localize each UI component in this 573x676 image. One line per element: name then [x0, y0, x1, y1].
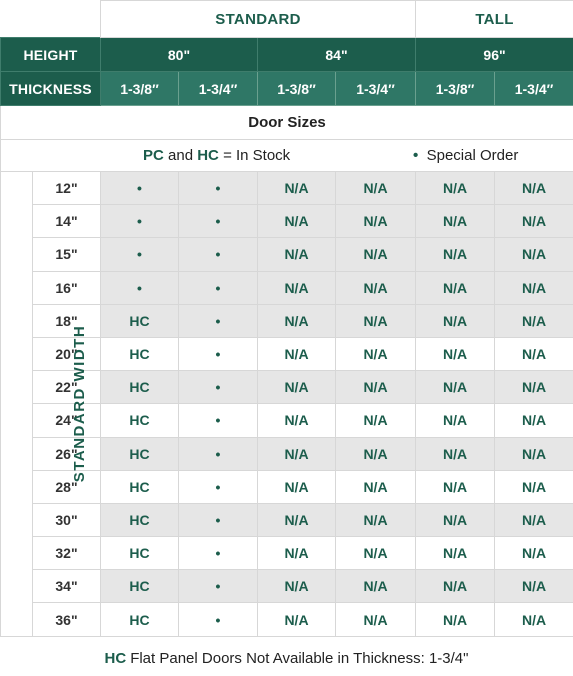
- availability-cell: N/A: [258, 238, 336, 271]
- legend-special-order: Special Order: [426, 147, 519, 164]
- availability-cell: •: [179, 570, 258, 603]
- thickness-96-1-3-8: 1-3/8″: [416, 72, 495, 106]
- width-cell: 26": [33, 437, 101, 470]
- availability-cell: N/A: [336, 337, 416, 370]
- availability-cell: N/A: [416, 437, 495, 470]
- availability-cell: HC: [101, 537, 179, 570]
- availability-cell: N/A: [495, 437, 573, 470]
- availability-cell: N/A: [336, 304, 416, 337]
- availability-cell: N/A: [416, 537, 495, 570]
- height-84: 84": [258, 38, 416, 72]
- availability-cell: HC: [101, 304, 179, 337]
- availability-cell: N/A: [258, 437, 336, 470]
- legend-and: and: [168, 147, 194, 164]
- availability-cell: N/A: [336, 371, 416, 404]
- availability-cell: N/A: [258, 570, 336, 603]
- availability-cell: N/A: [495, 537, 573, 570]
- availability-cell: N/A: [258, 304, 336, 337]
- height-96: 96": [416, 38, 573, 72]
- availability-cell: N/A: [495, 337, 573, 370]
- availability-cell: N/A: [416, 503, 495, 536]
- table-row: [1, 570, 573, 603]
- availability-cell: N/A: [495, 570, 573, 603]
- availability-cell: N/A: [336, 172, 416, 205]
- availability-cell: N/A: [336, 470, 416, 503]
- thickness-80-1-3-4: 1-3/4″: [179, 72, 258, 106]
- availability-cell: HC: [101, 437, 179, 470]
- availability-cell: •: [101, 271, 179, 304]
- legend-in-stock: = In Stock: [223, 147, 291, 164]
- width-cell: 28": [33, 470, 101, 503]
- availability-cell: N/A: [495, 205, 573, 238]
- group-header-row: [1, 1, 573, 38]
- availability-cell: N/A: [336, 570, 416, 603]
- availability-cell: •: [101, 205, 179, 238]
- availability-cell: N/A: [495, 371, 573, 404]
- legend-bullet: •: [413, 147, 419, 164]
- availability-cell: •: [179, 205, 258, 238]
- thickness-row: [1, 72, 573, 106]
- availability-cell: N/A: [336, 437, 416, 470]
- availability-cell: N/A: [416, 603, 495, 636]
- availability-cell: HC: [101, 337, 179, 370]
- availability-cell: N/A: [336, 271, 416, 304]
- availability-cell: HC: [101, 503, 179, 536]
- availability-cell: N/A: [258, 603, 336, 636]
- thickness-label: THICKNESS: [1, 72, 101, 106]
- availability-cell: N/A: [495, 503, 573, 536]
- table-row: [1, 172, 573, 205]
- availability-cell: N/A: [258, 205, 336, 238]
- thickness-84-1-3-8: 1-3/8″: [258, 72, 336, 106]
- table-row: [1, 238, 573, 271]
- availability-cell: N/A: [258, 470, 336, 503]
- width-cell: 20": [33, 337, 101, 370]
- thickness-80-1-3-8: 1-3/8″: [101, 72, 179, 106]
- standard-group-header: STANDARD: [101, 1, 416, 38]
- availability-cell: N/A: [495, 603, 573, 636]
- availability-cell: •: [179, 371, 258, 404]
- footer-text: Flat Panel Doors Not Available in Thickness: 1-3/4": [130, 649, 469, 667]
- availability-cell: N/A: [495, 470, 573, 503]
- availability-cell: •: [179, 238, 258, 271]
- availability-cell: N/A: [416, 470, 495, 503]
- availability-cell: •: [179, 337, 258, 370]
- availability-cell: N/A: [258, 503, 336, 536]
- width-cell: 14": [33, 205, 101, 238]
- door-sizes-row: [1, 106, 573, 140]
- width-cell: 34": [33, 570, 101, 603]
- width-cell: 15": [33, 238, 101, 271]
- width-cell: 12": [33, 172, 101, 205]
- availability-cell: N/A: [416, 371, 495, 404]
- corner-blank: [1, 1, 101, 38]
- availability-cell: •: [101, 172, 179, 205]
- availability-cell: N/A: [336, 503, 416, 536]
- availability-cell: N/A: [416, 205, 495, 238]
- table-row: [1, 503, 573, 536]
- availability-cell: N/A: [336, 404, 416, 437]
- availability-cell: N/A: [416, 404, 495, 437]
- availability-cell: •: [179, 503, 258, 536]
- availability-cell: N/A: [495, 304, 573, 337]
- availability-cell: •: [101, 238, 179, 271]
- thickness-84-1-3-4: 1-3/4″: [336, 72, 416, 106]
- availability-cell: N/A: [416, 172, 495, 205]
- special-order-legend: [413, 147, 518, 164]
- availability-cell: N/A: [258, 537, 336, 570]
- availability-cell: HC: [101, 371, 179, 404]
- width-cell: 24": [33, 404, 101, 437]
- footer-hc: HC: [104, 649, 127, 667]
- width-cell: 32": [33, 537, 101, 570]
- table-row: [1, 603, 573, 636]
- thickness-96-1-3-4: 1-3/4″: [495, 72, 573, 106]
- availability-cell: N/A: [495, 238, 573, 271]
- height-row: [1, 38, 573, 72]
- legend-pc: PC: [143, 147, 164, 164]
- legend-row: [1, 140, 573, 172]
- footer-note: [0, 640, 573, 676]
- availability-cell: •: [179, 404, 258, 437]
- availability-cell: N/A: [336, 537, 416, 570]
- height-80: 80": [101, 38, 258, 72]
- legend-hc: HC: [197, 147, 219, 164]
- availability-cell: •: [179, 271, 258, 304]
- availability-cell: •: [179, 304, 258, 337]
- availability-cell: •: [179, 603, 258, 636]
- availability-cell: •: [179, 537, 258, 570]
- width-cell: 30": [33, 503, 101, 536]
- door-sizes-label: Door Sizes: [1, 106, 573, 140]
- in-stock-legend: [143, 147, 290, 164]
- availability-cell: N/A: [495, 172, 573, 205]
- availability-cell: N/A: [258, 337, 336, 370]
- availability-cell: N/A: [258, 271, 336, 304]
- standard-width-label: STANDARD WIDTH: [71, 325, 89, 483]
- width-cell: 36": [33, 603, 101, 636]
- table-row: [1, 271, 573, 304]
- height-label: HEIGHT: [1, 38, 101, 72]
- availability-cell: N/A: [416, 304, 495, 337]
- tall-group-header: TALL: [416, 1, 573, 38]
- table-row: [1, 537, 573, 570]
- availability-cell: N/A: [495, 271, 573, 304]
- availability-cell: N/A: [416, 337, 495, 370]
- availability-cell: N/A: [336, 205, 416, 238]
- availability-cell: N/A: [416, 271, 495, 304]
- availability-cell: HC: [101, 603, 179, 636]
- availability-cell: •: [179, 172, 258, 205]
- availability-cell: N/A: [336, 238, 416, 271]
- availability-cell: N/A: [336, 603, 416, 636]
- availability-cell: N/A: [495, 404, 573, 437]
- availability-cell: N/A: [416, 570, 495, 603]
- availability-cell: HC: [101, 404, 179, 437]
- availability-cell: N/A: [258, 172, 336, 205]
- availability-cell: •: [179, 437, 258, 470]
- availability-cell: HC: [101, 470, 179, 503]
- width-cell: 18": [33, 304, 101, 337]
- width-cell: 22": [33, 371, 101, 404]
- availability-cell: HC: [101, 570, 179, 603]
- availability-cell: N/A: [258, 404, 336, 437]
- availability-cell: N/A: [258, 371, 336, 404]
- width-cell: 16": [33, 271, 101, 304]
- legend: [1, 140, 573, 172]
- availability-cell: N/A: [416, 238, 495, 271]
- availability-cell: •: [179, 470, 258, 503]
- table-row: [1, 205, 573, 238]
